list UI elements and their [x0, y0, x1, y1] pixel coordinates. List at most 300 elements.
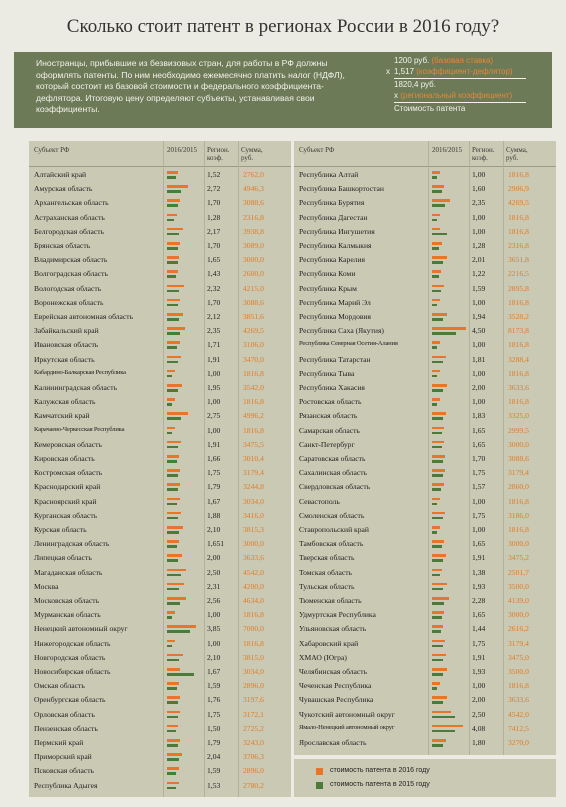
table-row — [29, 608, 291, 622]
region-sum: 1816,8 — [243, 368, 264, 378]
bar-2016 — [432, 299, 440, 302]
table-row — [29, 566, 291, 580]
region-coef: 1,59 — [207, 766, 221, 776]
region-name: Республика Ингушетия — [299, 226, 375, 236]
bar-2016 — [167, 569, 186, 572]
table-row — [294, 239, 556, 253]
table-row — [294, 637, 556, 651]
region-sum: 2999,5 — [508, 425, 529, 435]
bar-2016 — [432, 199, 450, 202]
region-sum: 1816,8 — [508, 681, 529, 691]
bar-2015 — [167, 233, 179, 236]
table-row — [29, 509, 291, 523]
region-name: Костромская область — [34, 468, 103, 478]
bar-2016 — [432, 739, 446, 742]
table-row — [29, 310, 291, 324]
bar-2015 — [167, 673, 194, 676]
region-name: Республика Дагестан — [299, 212, 368, 222]
region-coef: 1,59 — [472, 283, 486, 293]
bar-2016 — [432, 711, 451, 714]
region-name: Магаданская область — [34, 567, 103, 577]
bar-2016 — [432, 242, 442, 245]
region-name: Курганская область — [34, 510, 98, 520]
table-row — [294, 296, 556, 310]
region-coef: 1,81 — [472, 354, 486, 364]
table-row — [294, 282, 556, 296]
bar-2015 — [167, 247, 178, 250]
table-row — [29, 665, 291, 679]
bar-2016 — [432, 427, 444, 430]
region-name: Иркутская область — [34, 354, 95, 364]
region-name: Чувашская Республика — [299, 695, 374, 705]
header-coef: Регион. коэф. — [472, 146, 495, 162]
region-coef: 1,71 — [207, 340, 221, 350]
bar-2016 — [432, 583, 447, 586]
bar-2015 — [432, 361, 443, 364]
region-sum: 2216,5 — [508, 269, 529, 279]
formula-divider-2 — [394, 102, 526, 103]
table-row — [29, 239, 291, 253]
region-coef: 1,00 — [207, 397, 221, 407]
region-sum: 2780,2 — [243, 780, 264, 790]
region-name: Пензенская область — [34, 723, 98, 733]
formula-base: 1200 руб. (базовая ставка) — [394, 56, 494, 65]
bar-2016 — [167, 554, 182, 557]
bar-2015 — [167, 744, 178, 747]
region-sum: 2501,7 — [508, 567, 529, 577]
region-coef: 2,04 — [207, 752, 221, 762]
bar-2016 — [432, 313, 447, 316]
region-sum: 2860,0 — [508, 482, 529, 492]
bar-2015 — [432, 275, 439, 278]
regions-table-right — [294, 141, 556, 755]
bar-2016 — [432, 498, 440, 501]
region-name: Республика Северная Осетия-Алания — [299, 340, 398, 348]
bar-2016 — [167, 398, 175, 401]
table-row — [294, 708, 556, 722]
legend-swatch-2016 — [316, 768, 323, 775]
region-coef: 1,75 — [207, 709, 221, 719]
region-coef: 1,00 — [472, 397, 486, 407]
bar-2015 — [167, 318, 179, 321]
table-row — [294, 267, 556, 281]
bar-2016 — [167, 512, 181, 515]
table-row — [29, 395, 291, 409]
region-name: Архангельская область — [34, 198, 109, 208]
region-name: Курская область — [34, 525, 87, 534]
bar-2016 — [167, 299, 180, 302]
bar-2016 — [167, 597, 186, 600]
region-sum: 4996,2 — [243, 411, 264, 421]
bar-2016 — [167, 739, 180, 742]
bar-2016 — [167, 214, 177, 217]
region-sum: 8173,8 — [508, 326, 529, 336]
region-name: Челябинская область — [299, 667, 368, 676]
bar-2016 — [167, 228, 183, 231]
table-row — [294, 537, 556, 551]
region-name: Ульяновская область — [299, 624, 367, 634]
bar-2016 — [167, 753, 182, 756]
region-coef: 1,43 — [207, 269, 221, 279]
bar-2015 — [432, 204, 445, 207]
region-name: Московская область — [34, 596, 100, 605]
table-row — [29, 651, 291, 665]
bar-2015 — [432, 375, 437, 378]
bar-2015 — [167, 332, 180, 335]
region-coef: 1,57 — [472, 482, 486, 492]
table-row — [294, 509, 556, 523]
region-coef: 1,93 — [472, 667, 486, 676]
region-coef: 1,28 — [207, 212, 221, 222]
region-sum: 4269,5 — [243, 326, 264, 336]
region-coef: 1,00 — [207, 638, 221, 648]
region-name: Республика Башкортостан — [299, 184, 384, 194]
region-name: Удмуртская Республика — [299, 610, 376, 620]
table-row — [29, 523, 291, 537]
region-coef: 2,32 — [207, 283, 221, 293]
header-coef: Регион. коэф. — [207, 146, 230, 162]
region-sum: 7000,0 — [243, 624, 264, 634]
region-name: Кемеровская область — [34, 439, 102, 449]
region-sum: 3288,4 — [508, 354, 529, 364]
region-sum: 3186,0 — [508, 510, 529, 520]
region-coef: 1,76 — [207, 695, 221, 705]
region-sum: 1816,8 — [508, 340, 529, 350]
region-coef: 1,91 — [207, 439, 221, 449]
header-years: 2016/2015 — [432, 146, 462, 154]
bar-2015 — [432, 346, 437, 349]
bar-2016 — [432, 654, 446, 657]
region-coef: 2,01 — [472, 255, 486, 265]
region-sum: 3633,6 — [508, 383, 529, 392]
region-coef: 1,83 — [472, 411, 486, 421]
table-header — [29, 141, 291, 167]
region-name: Мурманская область — [34, 610, 101, 620]
table-row — [29, 367, 291, 381]
region-name: Карачаево-Черкесская Республика — [34, 425, 125, 433]
region-coef: 2,50 — [472, 709, 486, 719]
bar-2015 — [432, 432, 442, 435]
bar-2015 — [167, 787, 176, 790]
region-sum: 3088,6 — [243, 198, 264, 208]
bar-2016 — [432, 270, 441, 273]
bar-2016 — [432, 554, 446, 557]
region-sum: 7412,5 — [508, 723, 529, 733]
region-sum: 4269,5 — [508, 198, 529, 208]
intro-banner — [14, 52, 552, 128]
bar-2016 — [432, 696, 447, 699]
region-name: Чеченская Республика — [299, 681, 372, 691]
table-row — [294, 452, 556, 466]
table-row — [294, 310, 556, 324]
bar-2015 — [432, 630, 441, 633]
region-name: Новосибирская область — [34, 667, 111, 676]
bar-2015 — [167, 176, 176, 179]
region-name: Саратовская область — [299, 454, 366, 463]
region-name: Тюменская область — [299, 596, 362, 605]
intro-text: Иностранцы, прибывшие из безвизовых стран, для работы в РФ должны оформлять патенты. По ним необходимо ежемесячно платить налог (НДФЛ), который состоит из базовой стоимости и федерального коэффициента- дефлятора. Итоговую цену определяют субъекты, устанавливая свои коэффициенты. — [36, 58, 345, 114]
bar-2016 — [167, 725, 178, 728]
bar-2015 — [432, 730, 455, 733]
table-row — [294, 353, 556, 367]
table-row — [294, 651, 556, 665]
table-row — [29, 452, 291, 466]
table-row — [29, 182, 291, 196]
region-sum: 3179,4 — [243, 468, 264, 478]
bar-2015 — [432, 304, 437, 307]
region-coef: 4,50 — [472, 326, 486, 336]
bar-2015 — [432, 446, 442, 449]
region-coef: 1,65 — [472, 425, 486, 435]
table-row — [29, 466, 291, 480]
bar-2015 — [432, 389, 443, 392]
region-sum: 3244,8 — [243, 482, 264, 492]
region-coef: 1,67 — [207, 496, 221, 506]
bar-2015 — [167, 375, 172, 378]
bar-2015 — [167, 559, 178, 562]
bar-2015 — [167, 716, 178, 719]
bar-2016 — [432, 469, 445, 472]
bar-2015 — [167, 730, 176, 733]
region-name: Санкт-Петербург — [299, 439, 355, 449]
region-coef: 1,88 — [207, 510, 221, 520]
region-sum: 3106,0 — [243, 340, 264, 350]
region-coef: 2,17 — [207, 226, 221, 236]
region-sum: 3528,2 — [508, 312, 529, 321]
region-coef: 1,93 — [472, 581, 486, 591]
region-coef: 1,00 — [207, 368, 221, 378]
region-coef: 1,00 — [472, 226, 486, 236]
region-coef: 2,75 — [207, 411, 221, 421]
table-row — [29, 594, 291, 608]
bar-2016 — [167, 682, 179, 685]
header-subject: Субъект РФ — [299, 146, 335, 154]
bar-2016 — [167, 270, 178, 273]
region-sum: 3475,5 — [243, 439, 264, 449]
region-sum: 1816,8 — [243, 397, 264, 407]
table-row — [29, 722, 291, 736]
bar-2016 — [167, 370, 175, 373]
bar-2015 — [432, 503, 437, 506]
table-row — [29, 168, 291, 182]
region-coef: 2,72 — [207, 184, 221, 194]
region-name: Свердловская область — [299, 482, 371, 492]
bar-2016 — [432, 412, 446, 415]
table-row — [294, 182, 556, 196]
region-name: Республика Тыва — [299, 368, 355, 378]
table-row — [294, 211, 556, 225]
region-coef: 1,94 — [472, 312, 486, 321]
region-name: Орловская область — [34, 709, 95, 719]
table-row — [29, 338, 291, 352]
table-row — [294, 225, 556, 239]
region-sum: 3172,1 — [243, 709, 264, 719]
bar-2015 — [432, 673, 443, 676]
region-name: Воронежская область — [34, 297, 104, 307]
region-coef: 1,75 — [472, 468, 486, 478]
region-sum: 1816,8 — [508, 297, 529, 307]
region-name: Республика Марий Эл — [299, 297, 371, 307]
bar-2015 — [432, 190, 442, 193]
table-row — [29, 409, 291, 423]
region-name: Псковская область — [34, 766, 94, 776]
region-name: Астраханская область — [34, 212, 105, 222]
region-sum: 2616,2 — [508, 624, 529, 634]
bar-2015 — [432, 233, 447, 236]
bar-2015 — [167, 488, 178, 491]
region-name: Республика Карелия — [299, 255, 366, 265]
table-row — [294, 381, 556, 395]
region-coef: 1,00 — [472, 297, 486, 307]
table-row — [29, 424, 291, 438]
bar-2015 — [167, 687, 177, 690]
bar-2016 — [432, 682, 440, 685]
region-sum: 2316,8 — [243, 212, 264, 222]
table-row — [29, 381, 291, 395]
bar-2015 — [167, 616, 172, 619]
region-name: Ставропольский край — [299, 525, 369, 534]
region-name: Республика Крым — [299, 283, 357, 293]
bar-2015 — [432, 616, 442, 619]
region-sum: 3475,0 — [508, 652, 529, 662]
table-row — [29, 196, 291, 210]
table-row — [294, 168, 556, 182]
bar-2016 — [167, 285, 184, 288]
table-row — [29, 679, 291, 693]
bar-2016 — [167, 256, 179, 259]
table-row — [29, 580, 291, 594]
bar-2016 — [432, 569, 442, 572]
bar-2015 — [432, 545, 442, 548]
region-coef: 2,00 — [472, 383, 486, 392]
region-name: Республика Мордовия — [299, 312, 372, 321]
bar-2015 — [167, 290, 179, 293]
region-coef: 1,59 — [207, 681, 221, 691]
bar-2015 — [432, 318, 443, 321]
bar-2015 — [432, 588, 443, 591]
region-name: Красноярский край — [34, 496, 97, 506]
bar-2016 — [167, 767, 179, 770]
region-coef: 1,67 — [207, 667, 221, 676]
region-name: Ленинградская область — [34, 539, 110, 549]
bar-2015 — [167, 758, 179, 761]
region-name: Забайкальский край — [34, 326, 99, 336]
region-sum: 2600,0 — [243, 269, 264, 279]
bar-2015 — [432, 290, 441, 293]
bar-2016 — [432, 256, 447, 259]
bar-2015 — [167, 361, 178, 364]
bar-2015 — [167, 645, 172, 648]
bar-2015 — [167, 275, 176, 278]
region-sum: 4542,0 — [243, 567, 264, 577]
region-sum: 3651,8 — [508, 255, 529, 265]
table-row — [294, 736, 556, 750]
bar-2015 — [167, 659, 179, 662]
region-coef: 1,00 — [472, 170, 486, 179]
region-coef: 2,12 — [207, 312, 221, 321]
bar-2015 — [167, 261, 178, 264]
region-name: Брянская область — [34, 241, 91, 250]
bar-2015 — [432, 261, 443, 264]
table-row — [294, 580, 556, 594]
table-row — [294, 523, 556, 537]
bar-2016 — [167, 540, 179, 543]
table-row — [29, 708, 291, 722]
region-sum: 1816,8 — [508, 397, 529, 407]
table-row — [294, 665, 556, 679]
formula-regional: х (региональный коэффициент) — [394, 90, 513, 100]
bar-2016 — [167, 668, 180, 671]
bar-2016 — [167, 654, 183, 657]
bar-2015 — [432, 332, 456, 335]
bar-2016 — [432, 327, 466, 330]
bar-2015 — [432, 460, 443, 463]
region-sum: 3000,0 — [243, 539, 264, 549]
region-name: Смоленская область — [299, 510, 365, 520]
bar-2016 — [167, 242, 180, 245]
legend-label-2016: стоимость патента в 2016 году — [330, 767, 430, 774]
region-coef: 2,35 — [472, 198, 486, 208]
region-sum: 1816,8 — [508, 368, 529, 378]
region-coef: 1,80 — [472, 738, 486, 747]
region-sum: 3815,0 — [243, 652, 264, 662]
bar-2015 — [432, 403, 437, 406]
legend-label-2015: стоимость патента в 2015 году — [330, 781, 430, 788]
table-row — [294, 438, 556, 452]
region-sum: 3034,0 — [243, 667, 264, 676]
table-row — [294, 480, 556, 494]
bar-2015 — [167, 474, 178, 477]
region-coef: 1,65 — [472, 439, 486, 449]
regions-table-left — [29, 141, 291, 797]
table-row — [294, 679, 556, 693]
region-coef: 1,91 — [472, 553, 486, 563]
region-name: Кировская область — [34, 454, 95, 463]
region-coef: 2,50 — [207, 567, 221, 577]
region-coef: 2,56 — [207, 596, 221, 605]
region-coef: 1,70 — [207, 198, 221, 208]
table-row — [29, 296, 291, 310]
bar-2016 — [167, 625, 196, 628]
bar-2015 — [432, 219, 437, 222]
bar-2015 — [432, 645, 443, 648]
region-sum: 1816,8 — [508, 170, 529, 179]
region-name: Москва — [34, 581, 59, 591]
region-sum: 2762,0 — [243, 170, 264, 179]
region-sum: 3197,6 — [243, 695, 264, 705]
region-name: Хабаровский край — [299, 638, 359, 648]
table-row — [294, 722, 556, 736]
region-name: Республика Адыгея — [34, 780, 98, 790]
table-row — [29, 495, 291, 509]
region-coef: 1,00 — [472, 496, 486, 506]
bar-2015 — [432, 701, 443, 704]
bar-2016 — [432, 540, 444, 543]
bar-2015 — [167, 545, 177, 548]
region-coef: 2,10 — [207, 525, 221, 534]
region-sum: 3000,0 — [243, 255, 264, 265]
bar-2015 — [167, 446, 178, 449]
bar-2015 — [432, 176, 437, 179]
region-name: Республика Коми — [299, 269, 356, 279]
bar-2016 — [167, 526, 183, 529]
region-name: Алтайский край — [34, 170, 87, 179]
region-sum: 1816,8 — [243, 425, 264, 435]
region-name: Республика Алтай — [299, 170, 359, 179]
table-row — [29, 736, 291, 750]
bar-2015 — [167, 432, 172, 435]
bar-2016 — [432, 285, 444, 288]
